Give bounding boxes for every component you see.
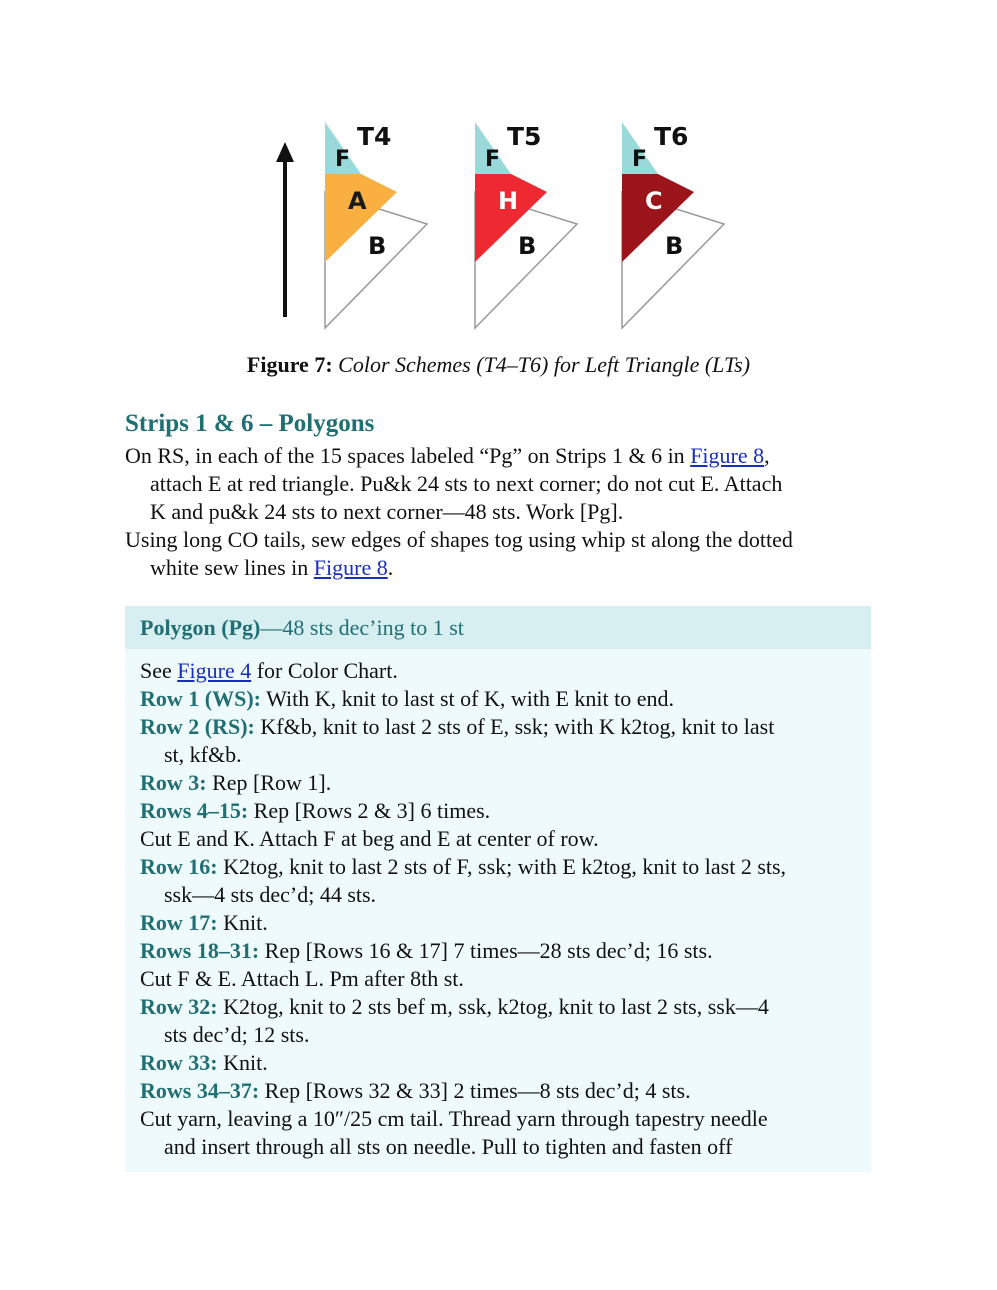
row-label: Row 2 (RS): — [140, 714, 255, 739]
text: white sew lines in — [150, 555, 314, 580]
row-text: With K, knit to last st of K, with E knit to end. — [261, 686, 675, 711]
triangle-mid-letter: A — [348, 187, 367, 215]
instruction-row — [140, 909, 861, 937]
instruction-row — [140, 713, 861, 769]
triangle-bottom-letter: B — [518, 232, 537, 260]
row-label: Row 16: — [140, 854, 218, 879]
triangle-label: T5 — [507, 122, 542, 151]
row-label: Row 17: — [140, 910, 218, 935]
caption-label: Figure 7: — [246, 352, 333, 377]
instruction-row — [140, 1105, 861, 1161]
triangle-t6 — [622, 122, 724, 328]
figure-caption — [0, 352, 997, 378]
text: K and pu&k 24 sts to next corner—48 sts. Work [Pg]. — [150, 499, 624, 524]
triangle-top-letter: F — [485, 147, 501, 172]
row-text: K2tog, knit to last 2 sts of F, ssk; with E k2tog, knit to last 2 sts, — [217, 854, 787, 879]
instruction-row — [140, 993, 861, 1049]
figure-4-link[interactable]: Figure 4 — [177, 658, 252, 683]
row-text: Cut E and K. Attach F at beg and E at center of row. — [140, 826, 599, 851]
polygon-instructions-box — [125, 606, 871, 1172]
instruction-row — [140, 1049, 861, 1077]
paragraph-1 — [125, 442, 871, 526]
figure-8-link[interactable]: Figure 8 — [313, 555, 388, 580]
instruction-row — [140, 769, 861, 797]
direction-arrow-icon — [276, 142, 294, 317]
row-text: Rep [Rows 16 & 17] 7 times—28 sts dec’d; 16 sts. — [259, 938, 713, 963]
figure-8-link[interactable]: Figure 8 — [690, 443, 765, 468]
text: . — [387, 555, 394, 580]
instruction-row — [140, 853, 861, 909]
row-label: Rows 18–31: — [140, 938, 260, 963]
text: for Color Chart. — [251, 658, 398, 683]
row-label: Rows 4–15: — [140, 798, 249, 823]
row-continuation: sts dec’d; 12 sts. — [164, 1022, 310, 1047]
box-header — [125, 606, 871, 649]
triangle-top-letter: F — [632, 147, 648, 172]
triangle-label: T4 — [357, 122, 392, 151]
triangle-t5 — [475, 122, 577, 328]
instruction-row — [140, 797, 861, 825]
instruction-row — [140, 937, 861, 965]
row-text: Knit. — [217, 1050, 268, 1075]
triangle-bottom-letter: B — [665, 232, 684, 260]
paragraph-2 — [125, 526, 871, 582]
instruction-row — [140, 685, 861, 713]
section-heading: Strips 1 & 6 – Polygons — [125, 410, 375, 437]
text: On RS, in each of the 15 spaces labeled “Pg” on Strips 1 & 6 in — [125, 443, 691, 468]
row-label: Row 3: — [140, 770, 207, 795]
row-text: Cut F & E. Attach L. Pm after 8th st. — [140, 966, 464, 991]
instruction-row — [140, 825, 861, 853]
text: Using long CO tails, sew edges of shapes tog using whip st along the dotted — [125, 527, 793, 552]
box-title: Polygon (Pg) — [140, 615, 261, 640]
triangle-mid-letter: C — [645, 187, 663, 215]
triangle-label: T6 — [654, 122, 689, 151]
row-label: Rows 34–37: — [140, 1078, 260, 1103]
triangle-mid-letter: H — [498, 187, 519, 215]
row-continuation: ssk—4 sts dec’d; 44 sts. — [164, 882, 377, 907]
triangle-t4 — [325, 122, 427, 328]
row-label: Row 1 (WS): — [140, 686, 261, 711]
box-body — [125, 649, 871, 1161]
instruction-row — [140, 1077, 861, 1105]
row-continuation: and insert through all sts on needle. Pull to tighten and fasten off — [164, 1134, 733, 1159]
caption-text: Color Schemes (T4–T6) for Left Triangle (LTs) — [338, 352, 751, 377]
box-subtitle: —48 sts dec’ing to 1 st — [260, 615, 464, 640]
text: See — [140, 658, 178, 683]
text: attach E at red triangle. Pu&k 24 sts to next corner; do not cut E. Attach — [150, 471, 783, 496]
row-text: Rep [Rows 2 & 3] 6 times. — [248, 798, 491, 823]
row-text: Cut yarn, leaving a 10″/25 cm tail. Thread yarn through tapestry needle — [140, 1106, 768, 1131]
text: , — [764, 443, 770, 468]
triangle-top-letter: F — [335, 147, 351, 172]
row-text: Knit. — [217, 910, 268, 935]
instruction-row — [140, 965, 861, 993]
figure-7-diagram — [255, 112, 755, 342]
row-text: Kf&b, knit to last 2 sts of E, ssk; with K k2tog, knit to last — [254, 714, 775, 739]
row-text: Rep [Rows 32 & 33] 2 times—8 sts dec’d; 4 sts. — [259, 1078, 691, 1103]
row-label: Row 33: — [140, 1050, 218, 1075]
row-continuation: st, kf&b. — [164, 742, 242, 767]
triangle-bottom-letter: B — [368, 232, 387, 260]
row-text: Rep [Row 1]. — [206, 770, 332, 795]
row-text: K2tog, knit to 2 sts bef m, ssk, k2tog, knit to last 2 sts, ssk—4 — [217, 994, 769, 1019]
row-label: Row 32: — [140, 994, 218, 1019]
